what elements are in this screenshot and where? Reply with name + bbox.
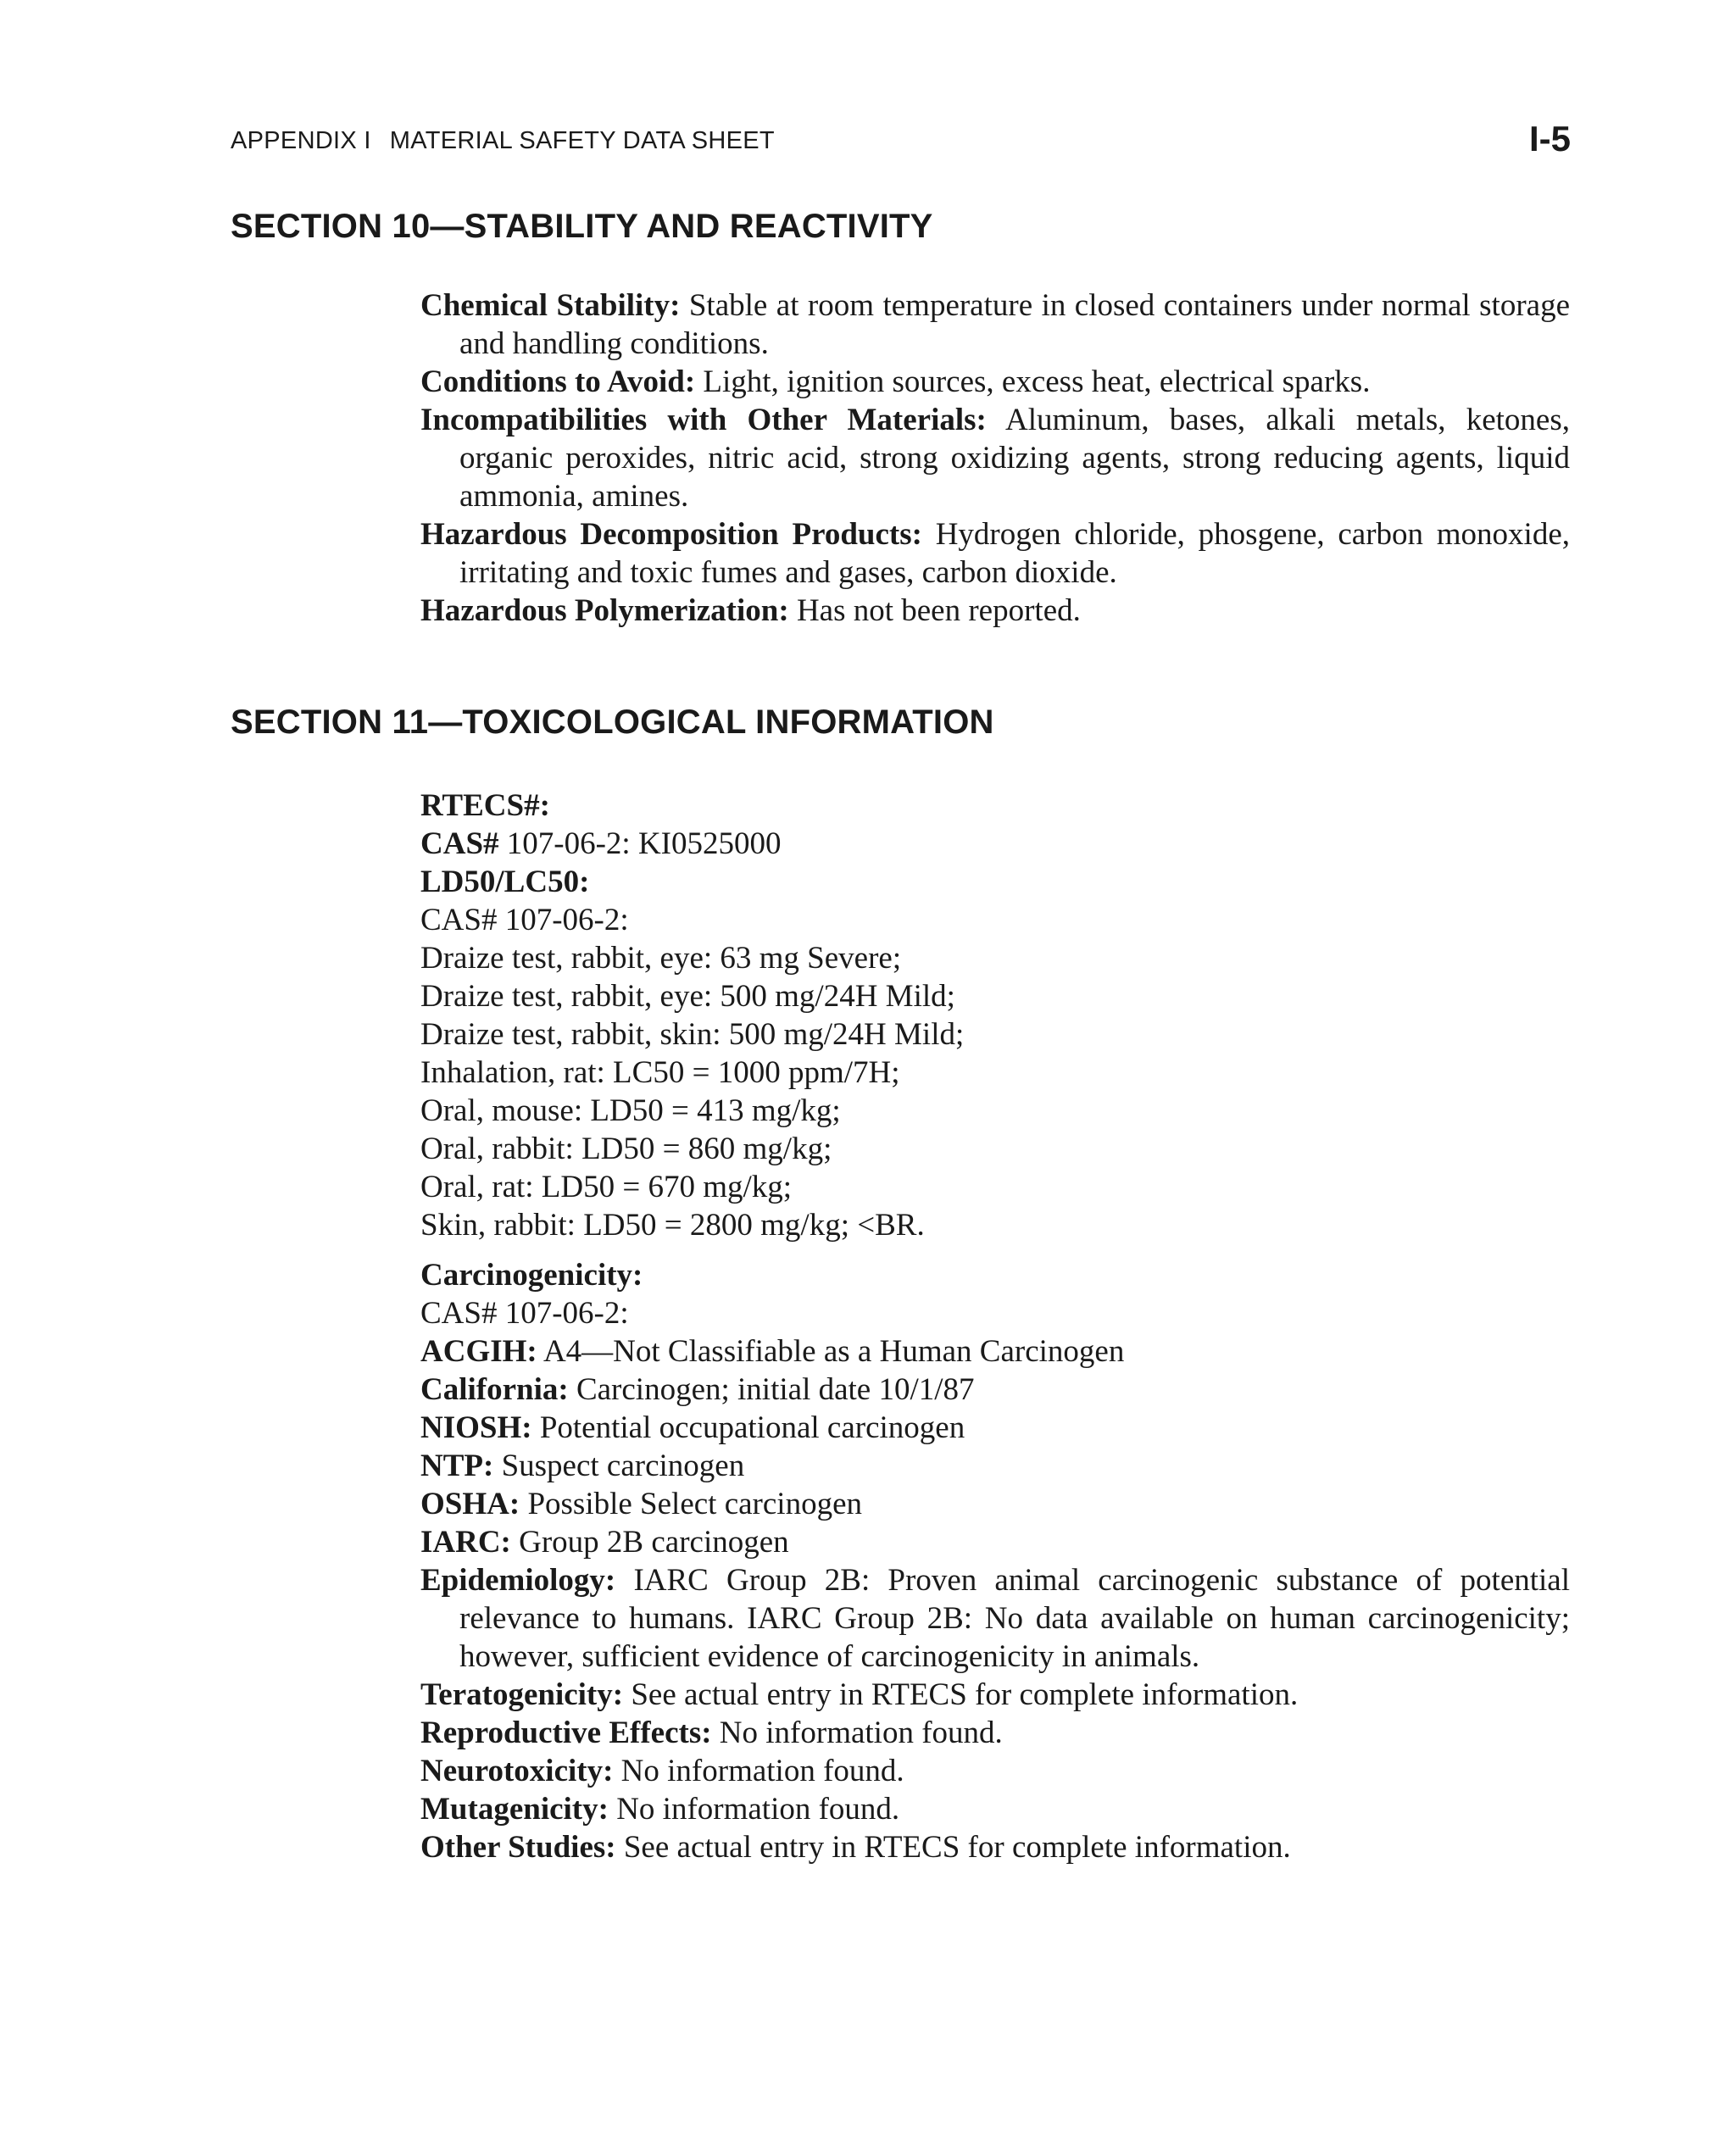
ld50-line: Oral, rat: LD50 = 670 mg/kg; <box>420 1170 793 1204</box>
entry-incompatibilities: Incompatibilities with Other Materials: Aluminum, bases, alkali metals, ketones, organic peroxides, nitric acid, strong oxidizing agents, strong reducing agents, liquid ammonia, amines. <box>420 403 1570 514</box>
entry-reproductive-effects: Reproductive Effects: No information found. <box>420 1716 1003 1750</box>
rtecs-label: RTECS#: <box>420 788 550 823</box>
cas-line: CAS# 107-06-2: KI0525000 <box>420 826 782 861</box>
ld50-line: Inhalation, rat: LC50 = 1000 ppm/7H; <box>420 1055 900 1090</box>
agency-ntp: NTP: Suspect carcinogen <box>420 1449 745 1483</box>
entry-teratogenicity: Teratogenicity: See actual entry in RTECS for complete information. <box>420 1677 1299 1712</box>
agency-niosh: NIOSH: Potential occupational carcinogen <box>420 1410 965 1445</box>
section-10-title: SECTION 10—STABILITY AND REACTIVITY <box>231 208 933 245</box>
running-header <box>231 127 775 155</box>
section-11-body <box>420 787 1570 1866</box>
page-number: I-5 <box>1528 119 1571 158</box>
carcinogenicity-label: Carcinogenicity: <box>420 1258 643 1293</box>
ld50-line: Oral, mouse: LD50 = 413 mg/kg; <box>420 1093 841 1128</box>
ld50-line: Draize test, rabbit, eye: 500 mg/24H Mild; <box>420 979 955 1014</box>
ld50-line: CAS# 107-06-2: <box>420 903 629 937</box>
header-title: MATERIAL SAFETY DATA SHEET <box>389 127 775 154</box>
entry-decomposition-products: Hazardous Decomposition Products: Hydrogen chloride, phosgene, carbon monoxide, irritating and toxic fumes and gases, carbon dioxide. <box>420 517 1570 590</box>
ld50-line: Oral, rabbit: LD50 = 860 mg/kg; <box>420 1132 832 1166</box>
ld50-label: LD50/LC50: <box>420 865 590 899</box>
entry-conditions-to-avoid: Conditions to Avoid: Light, ignition sources, excess heat, electrical sparks. <box>420 364 1371 399</box>
section-10-body <box>420 286 1570 630</box>
agency-california: California: Carcinogen; initial date 10/1/87 <box>420 1372 975 1407</box>
ld50-line: Draize test, rabbit, skin: 500 mg/24H Mild; <box>420 1017 965 1052</box>
entry-epidemiology: Epidemiology: IARC Group 2B: Proven animal carcinogenic substance of potential relevance to humans. IARC Group 2B: No data available on human carcinogenicity; however, sufficient evidence of carcinogenicity in animals. <box>420 1563 1571 1674</box>
section-11-title: SECTION 11—TOXICOLOGICAL INFORMATION <box>231 703 994 741</box>
carcinogenicity-cas: CAS# 107-06-2: <box>420 1296 629 1331</box>
appendix-label: APPENDIX I <box>231 127 371 154</box>
ld50-line: Skin, rabbit: LD50 = 2800 mg/kg; <BR. <box>420 1208 925 1243</box>
entry-neurotoxicity: Neurotoxicity: No information found. <box>420 1754 904 1788</box>
agency-osha: OSHA: Possible Select carcinogen <box>420 1487 862 1521</box>
ld50-line: Draize test, rabbit, eye: 63 mg Severe; <box>420 941 902 976</box>
agency-acgih: ACGIH: A4—Not Classifiable as a Human Carcinogen <box>420 1334 1125 1369</box>
agency-iarc: IARC: Group 2B carcinogen <box>420 1525 789 1560</box>
entry-chemical-stability: Chemical Stability: Stable at room temperature in closed containers under normal storage and handling conditions. <box>420 288 1570 361</box>
entry-polymerization: Hazardous Polymerization: Has not been reported. <box>420 593 1081 628</box>
entry-other-studies: Other Studies: See actual entry in RTECS for complete information. <box>420 1830 1291 1865</box>
entry-mutagenicity: Mutagenicity: No information found. <box>420 1792 900 1827</box>
